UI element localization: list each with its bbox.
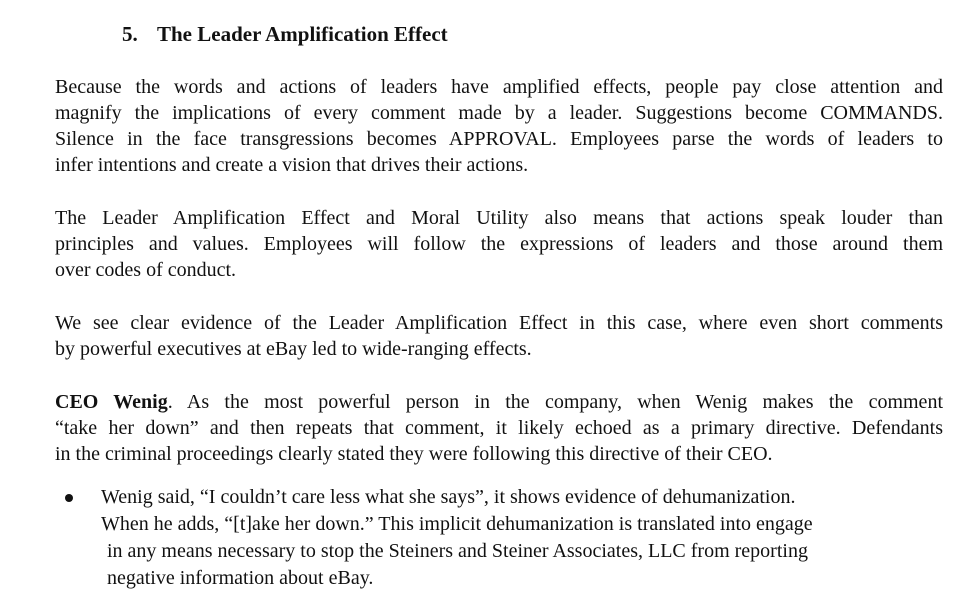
paragraph-line: principles and values. Employees will follow the expressions of leaders and those around them: [55, 233, 943, 255]
paragraph-evidence: [55, 310, 943, 362]
bullet-line: When he adds, “[t]ake her down.” This implicit dehumanization is translated into engage: [101, 513, 813, 535]
paragraph-amplified-effects: [55, 74, 943, 178]
ceo-wenig-lead-text: . As the most powerful person in the company, when Wenig makes the comment: [167, 391, 943, 413]
paragraph-moral-utility: [55, 205, 943, 283]
paragraph-line: Silence in the face transgressions becomes APPROVAL. Employees parse the words of leaders to: [55, 128, 943, 150]
paragraph-line: “take her down” and then repeats that comment, it likely echoed as a primary directive. Defendants: [55, 417, 943, 439]
paragraph-line: We see clear evidence of the Leader Amplification Effect in this case, where even short comments: [55, 312, 943, 334]
section-heading: [122, 20, 448, 48]
paragraph-ceo-wenig: [55, 389, 943, 467]
paragraph-line: Because the words and actions of leaders have amplified effects, people pay close attention and: [55, 76, 943, 98]
bullet-icon: [65, 494, 73, 502]
paragraph-line: in the criminal proceedings clearly stated they were following this directive of their CEO.: [55, 443, 773, 465]
paragraph-line: infer intentions and create a vision that drives their actions.: [55, 154, 529, 176]
bullet-line: in any means necessary to stop the Steiners and Steiner Associates, LLC from reporting: [107, 540, 808, 562]
paragraph-line: [55, 389, 943, 415]
bullet-line: Wenig said, “I couldn’t care less what she says”, it shows evidence of dehumanization.: [101, 486, 796, 508]
paragraph-line: over codes of conduct.: [55, 259, 237, 281]
paragraph-line: magnify the implications of every comment made by a leader. Suggestions become COMMANDS.: [55, 102, 943, 124]
bullet-text: [101, 484, 941, 592]
paragraph-line: by powerful executives at eBay led to wide-ranging effects.: [55, 338, 532, 360]
ceo-wenig-label: CEO Wenig: [55, 391, 168, 413]
bullet-line: negative information about eBay.: [107, 567, 374, 589]
paragraph-line: The Leader Amplification Effect and Moral Utility also means that actions speak louder than: [55, 207, 943, 229]
section-title: The Leader Amplification Effect: [157, 22, 448, 46]
section-number: 5.: [122, 22, 138, 46]
